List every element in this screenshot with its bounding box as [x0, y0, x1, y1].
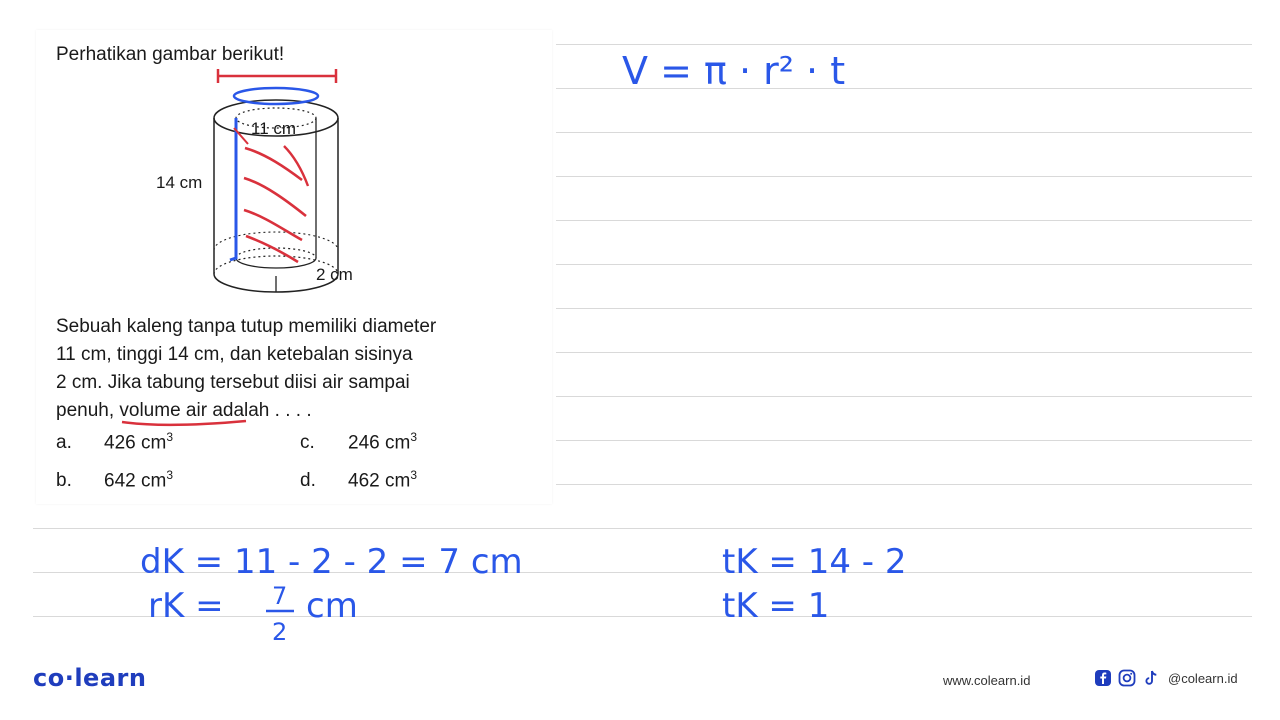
paragraph-line: 11 cm, tinggi 14 cm, dan ketebalan sisinya: [56, 344, 413, 365]
diameter-label: 11 cm: [251, 119, 297, 138]
inner-radius-unit: cm: [306, 586, 358, 626]
footer-social: [1094, 669, 1238, 687]
footer-url[interactable]: www.colearn.id: [943, 673, 1031, 688]
colearn-logo: co·learn: [33, 664, 147, 692]
inner-height-working: tK = 14 - 2: [722, 542, 907, 582]
paragraph-line: 2 cm. Jika tabung tersebut diisi air sampai: [56, 372, 410, 393]
volume-formula: V = π · r² · t: [622, 49, 846, 93]
inner-height-result: tK = 1: [722, 586, 830, 626]
option-a[interactable]: a. 426 $cm^3$: [56, 430, 173, 454]
option-c[interactable]: c. 246 $cm^3$: [300, 430, 417, 454]
height-label: 14 cm: [156, 173, 203, 192]
facebook-icon[interactable]: [1094, 669, 1112, 687]
option-b[interactable]: b. 642 $cm^3$: [56, 468, 173, 492]
instagram-icon[interactable]: [1118, 669, 1136, 687]
inner-radius-label: rK =: [148, 586, 224, 626]
inner-diameter-working: dK = 11 - 2 - 2 = 7 cm: [140, 542, 523, 582]
footer-handle[interactable]: @colearn.id: [1168, 670, 1238, 686]
paragraph-line: penuh, volume air adalah . . . .: [56, 400, 312, 421]
thickness-label: 2 cm: [316, 265, 353, 284]
option-d[interactable]: d. 462 $cm^3$: [300, 468, 417, 492]
inner-radius-numerator: 7: [272, 582, 288, 610]
tiktok-icon[interactable]: [1142, 669, 1160, 687]
paragraph-line: Sebuah kaleng tanpa tutup memiliki diameter: [56, 316, 437, 337]
problem-title: Perhatikan gambar berikut!: [56, 44, 285, 65]
inner-radius-denominator: 2: [272, 618, 288, 646]
